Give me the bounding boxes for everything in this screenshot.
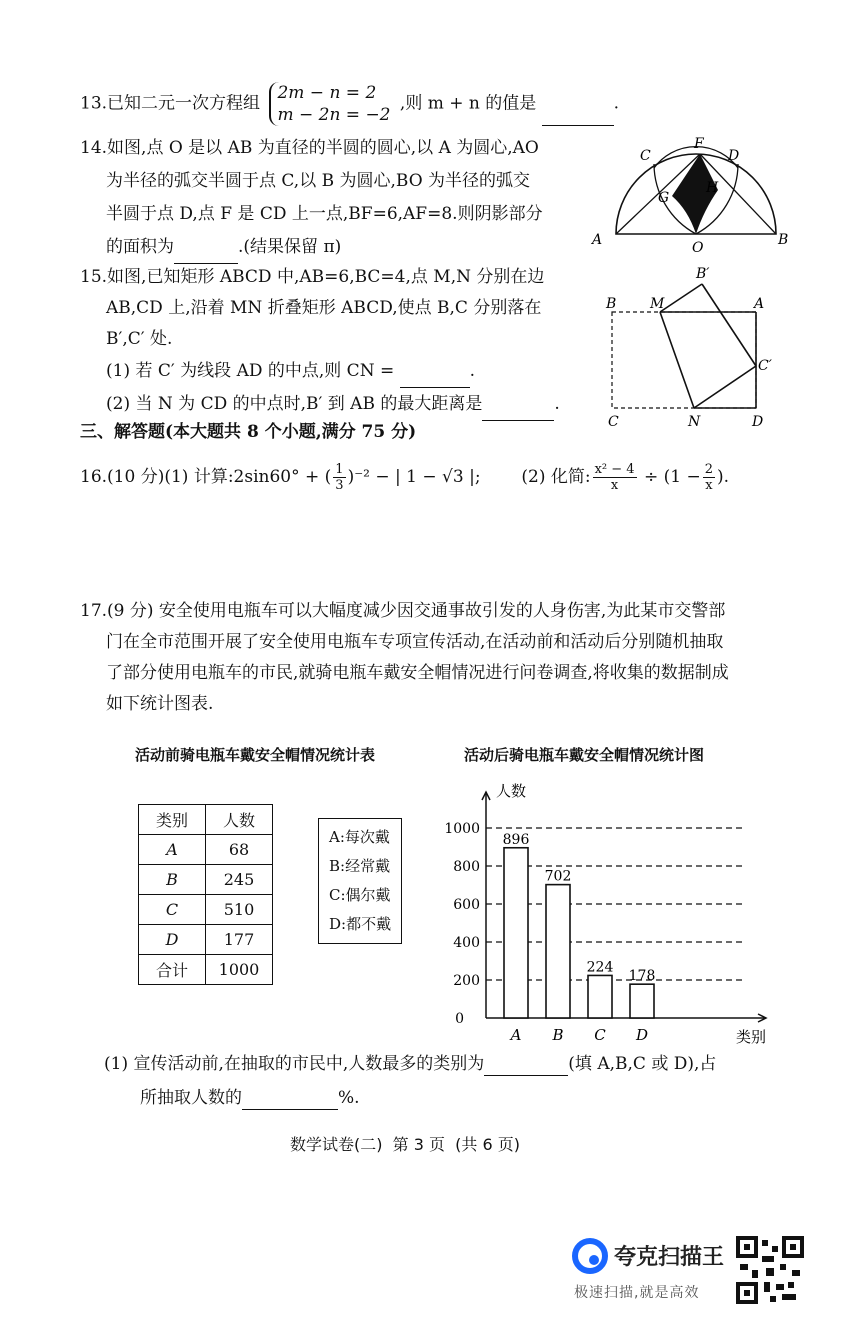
bar-A [504, 848, 528, 1018]
label-B-prime: B′ [696, 266, 710, 282]
chart-title: 活动后骑电瓶车戴安全帽情况统计图 [464, 746, 705, 764]
x-axis-label: 类别 [736, 1028, 767, 1046]
legend-box [318, 818, 402, 944]
answer-blank[interactable] [542, 107, 614, 126]
question-15 [80, 262, 560, 421]
q15-line-2: AB,CD 上,沿着 MN 折叠矩形 ABCD,使点 B,C 分别落在 [106, 298, 542, 318]
label-H: H [706, 180, 719, 196]
equation-1: 2m − n = 2 [277, 83, 377, 103]
bar-B [546, 885, 570, 1018]
label-N: N [688, 414, 701, 430]
label-A: A [754, 296, 765, 312]
y-tick-label: 1000 [444, 821, 480, 837]
page-footer: 数学试卷(二) 第 3 页 (共 6 页) [290, 1135, 521, 1154]
q13-suffix: ,则 m + n 的值是 [399, 93, 537, 114]
equation-2: m − 2n = −2 [277, 105, 391, 125]
y-tick-label: 600 [453, 897, 480, 913]
quark-logo-icon [572, 1238, 608, 1274]
semicircle-figure [588, 130, 788, 255]
q17-sub-1: (1) 宣传活动前,在抽取的市民中,人数最多的类别为 (填 A,B,C 或 D),占 [104, 1054, 717, 1074]
qr-code-icon [736, 1236, 804, 1304]
table-row [139, 925, 273, 955]
q17-line-1: 17.(9 分) 安全使用电瓶车可以大幅度减少因交通事故引发的人身伤害,为此某市交警部 [80, 601, 726, 621]
label-B: B [606, 296, 617, 312]
table-header-row [139, 805, 273, 835]
label-F: F [694, 136, 704, 152]
q15-sub-2: (2) 当 N 为 CD 的中点时,B′ 到 AB 的最大距离是 . [80, 388, 560, 421]
bar-value-label: 702 [544, 868, 572, 885]
label-O: O [692, 240, 704, 256]
label-A: A [592, 232, 603, 248]
q17-line-2: 门在全市范围开展了安全使用电瓶车专项宣传活动,在活动前和活动后分别随机抽取 [106, 632, 724, 652]
label-M: M [650, 296, 665, 312]
table-cell: 68 [206, 835, 273, 865]
label-C: C [608, 414, 619, 430]
legend-item: B:经常戴 [329, 857, 391, 875]
legend-item: C:偶尔戴 [329, 886, 391, 904]
brand-name: 夸克扫描王 [614, 1245, 725, 1270]
q14-line-3: 半圆于点 D,点 F 是 CD 上一点,BF=6,AF=8.则阴影部分 [106, 204, 543, 224]
bar-C [588, 975, 612, 1018]
q17-line-4: 如下统计图表. [106, 694, 214, 714]
equation-system [269, 82, 390, 126]
table-row [139, 955, 273, 985]
label-C: C [640, 148, 651, 164]
brand-slogan: 极速扫描,就是高效 [574, 1285, 700, 1301]
y-axis-label: 人数 [496, 782, 527, 800]
table-header: 人数 [206, 805, 273, 835]
bar-D [630, 984, 654, 1018]
answer-blank[interactable] [484, 1057, 568, 1076]
table-cell: 245 [206, 865, 273, 895]
bar-chart [440, 772, 767, 1046]
label-D: D [728, 148, 740, 164]
q14-line-4: 的面积为 .(结果保留 π) [80, 231, 543, 264]
answer-blank[interactable] [242, 1091, 338, 1110]
table-cell: A [139, 835, 206, 865]
x-tick-label: C [594, 1026, 606, 1044]
table-cell: 177 [206, 925, 273, 955]
q14-line-1: 14.如图,点 O 是以 AB 为直径的半圆的圆心,以 A 为圆心,AO [80, 138, 539, 158]
fraction-2-over-x: $\frac{2}{x}$ [704, 462, 714, 493]
q15-line-1: 15.如图,已知矩形 ABCD 中,AB=6,BC=4,点 M,N 分别在边 [80, 267, 545, 287]
section-heading: 三、解答题(本大题共 8 个小题,满分 75 分) [80, 422, 417, 442]
y-tick-label: 800 [453, 859, 480, 875]
bar-value-label: 896 [502, 831, 530, 848]
rectangle-fold-figure [598, 262, 778, 432]
q14-line-2: 为半径的弧交半圆于点 C,以 B 为圆心,BO 为半径的弧交 [106, 171, 531, 191]
answer-blank[interactable] [482, 402, 554, 421]
y-tick-label: 200 [453, 973, 480, 989]
q17-sub-1-line-2: 所抽取人数的 %. [140, 1088, 360, 1108]
answer-blank[interactable] [400, 369, 470, 388]
legend-item: D:都不戴 [329, 915, 392, 933]
table-cell: C [139, 895, 206, 925]
q13-prefix: 13.已知二元一次方程组 [80, 93, 261, 114]
q17-line-3: 了部分使用电瓶车的市民,就骑电瓶车戴安全帽情况进行问卷调查,将收集的数据制成 [106, 663, 729, 683]
table-cell: 1000 [206, 955, 273, 985]
q15-sub-1: (1) 若 C′ 为线段 AD 的中点,则 CN = . [80, 355, 560, 388]
table-title: 活动前骑电瓶车戴安全帽情况统计表 [135, 746, 376, 764]
question-17 [80, 596, 729, 720]
legend-item: A:每次戴 [329, 828, 390, 846]
table-row [139, 865, 273, 895]
question-14 [80, 132, 543, 264]
table-row [139, 835, 273, 865]
bar-value-label: 178 [628, 968, 656, 985]
watermark [560, 1232, 810, 1312]
fraction-x2-4-over-x: $\frac{\text{x² − 4}}{x}$ [594, 462, 635, 493]
question-13: 13.已知二元一次方程组 2m − n = 2 m − 2n = −2 ,则 m + n 的值是 . [80, 83, 620, 125]
label-B: B [778, 232, 789, 248]
table-row [139, 895, 273, 925]
table-cell: 合计 [139, 955, 206, 985]
y-tick-label: 0 [455, 1011, 464, 1027]
q15-line-3: B′,C′ 处. [106, 329, 173, 349]
label-G: G [658, 190, 670, 206]
stats-table [138, 804, 273, 985]
label-C-prime: C′ [758, 358, 772, 374]
x-tick-label: B [552, 1026, 564, 1044]
table-cell: 510 [206, 895, 273, 925]
fraction-one-third: $\frac{1}{3}$ [335, 462, 344, 493]
x-tick-label: D [635, 1026, 649, 1044]
label-D: D [752, 414, 764, 430]
table-cell: D [139, 925, 206, 955]
bar-value-label: 224 [586, 959, 614, 976]
question-16: 16.(10 分)(1) 计算:2sin60° + ( $\frac{1}{3}$ )⁻² − | 1 − √3 |; (2) 化简: $\frac{\text{x² − 4}}{x}$ ÷ (1 − $\frac{2}{x}$ ). [80, 462, 730, 493]
table-cell: B [139, 865, 206, 895]
table-header: 类别 [139, 805, 206, 835]
x-tick-label: A [510, 1026, 522, 1044]
y-tick-label: 400 [453, 935, 480, 951]
